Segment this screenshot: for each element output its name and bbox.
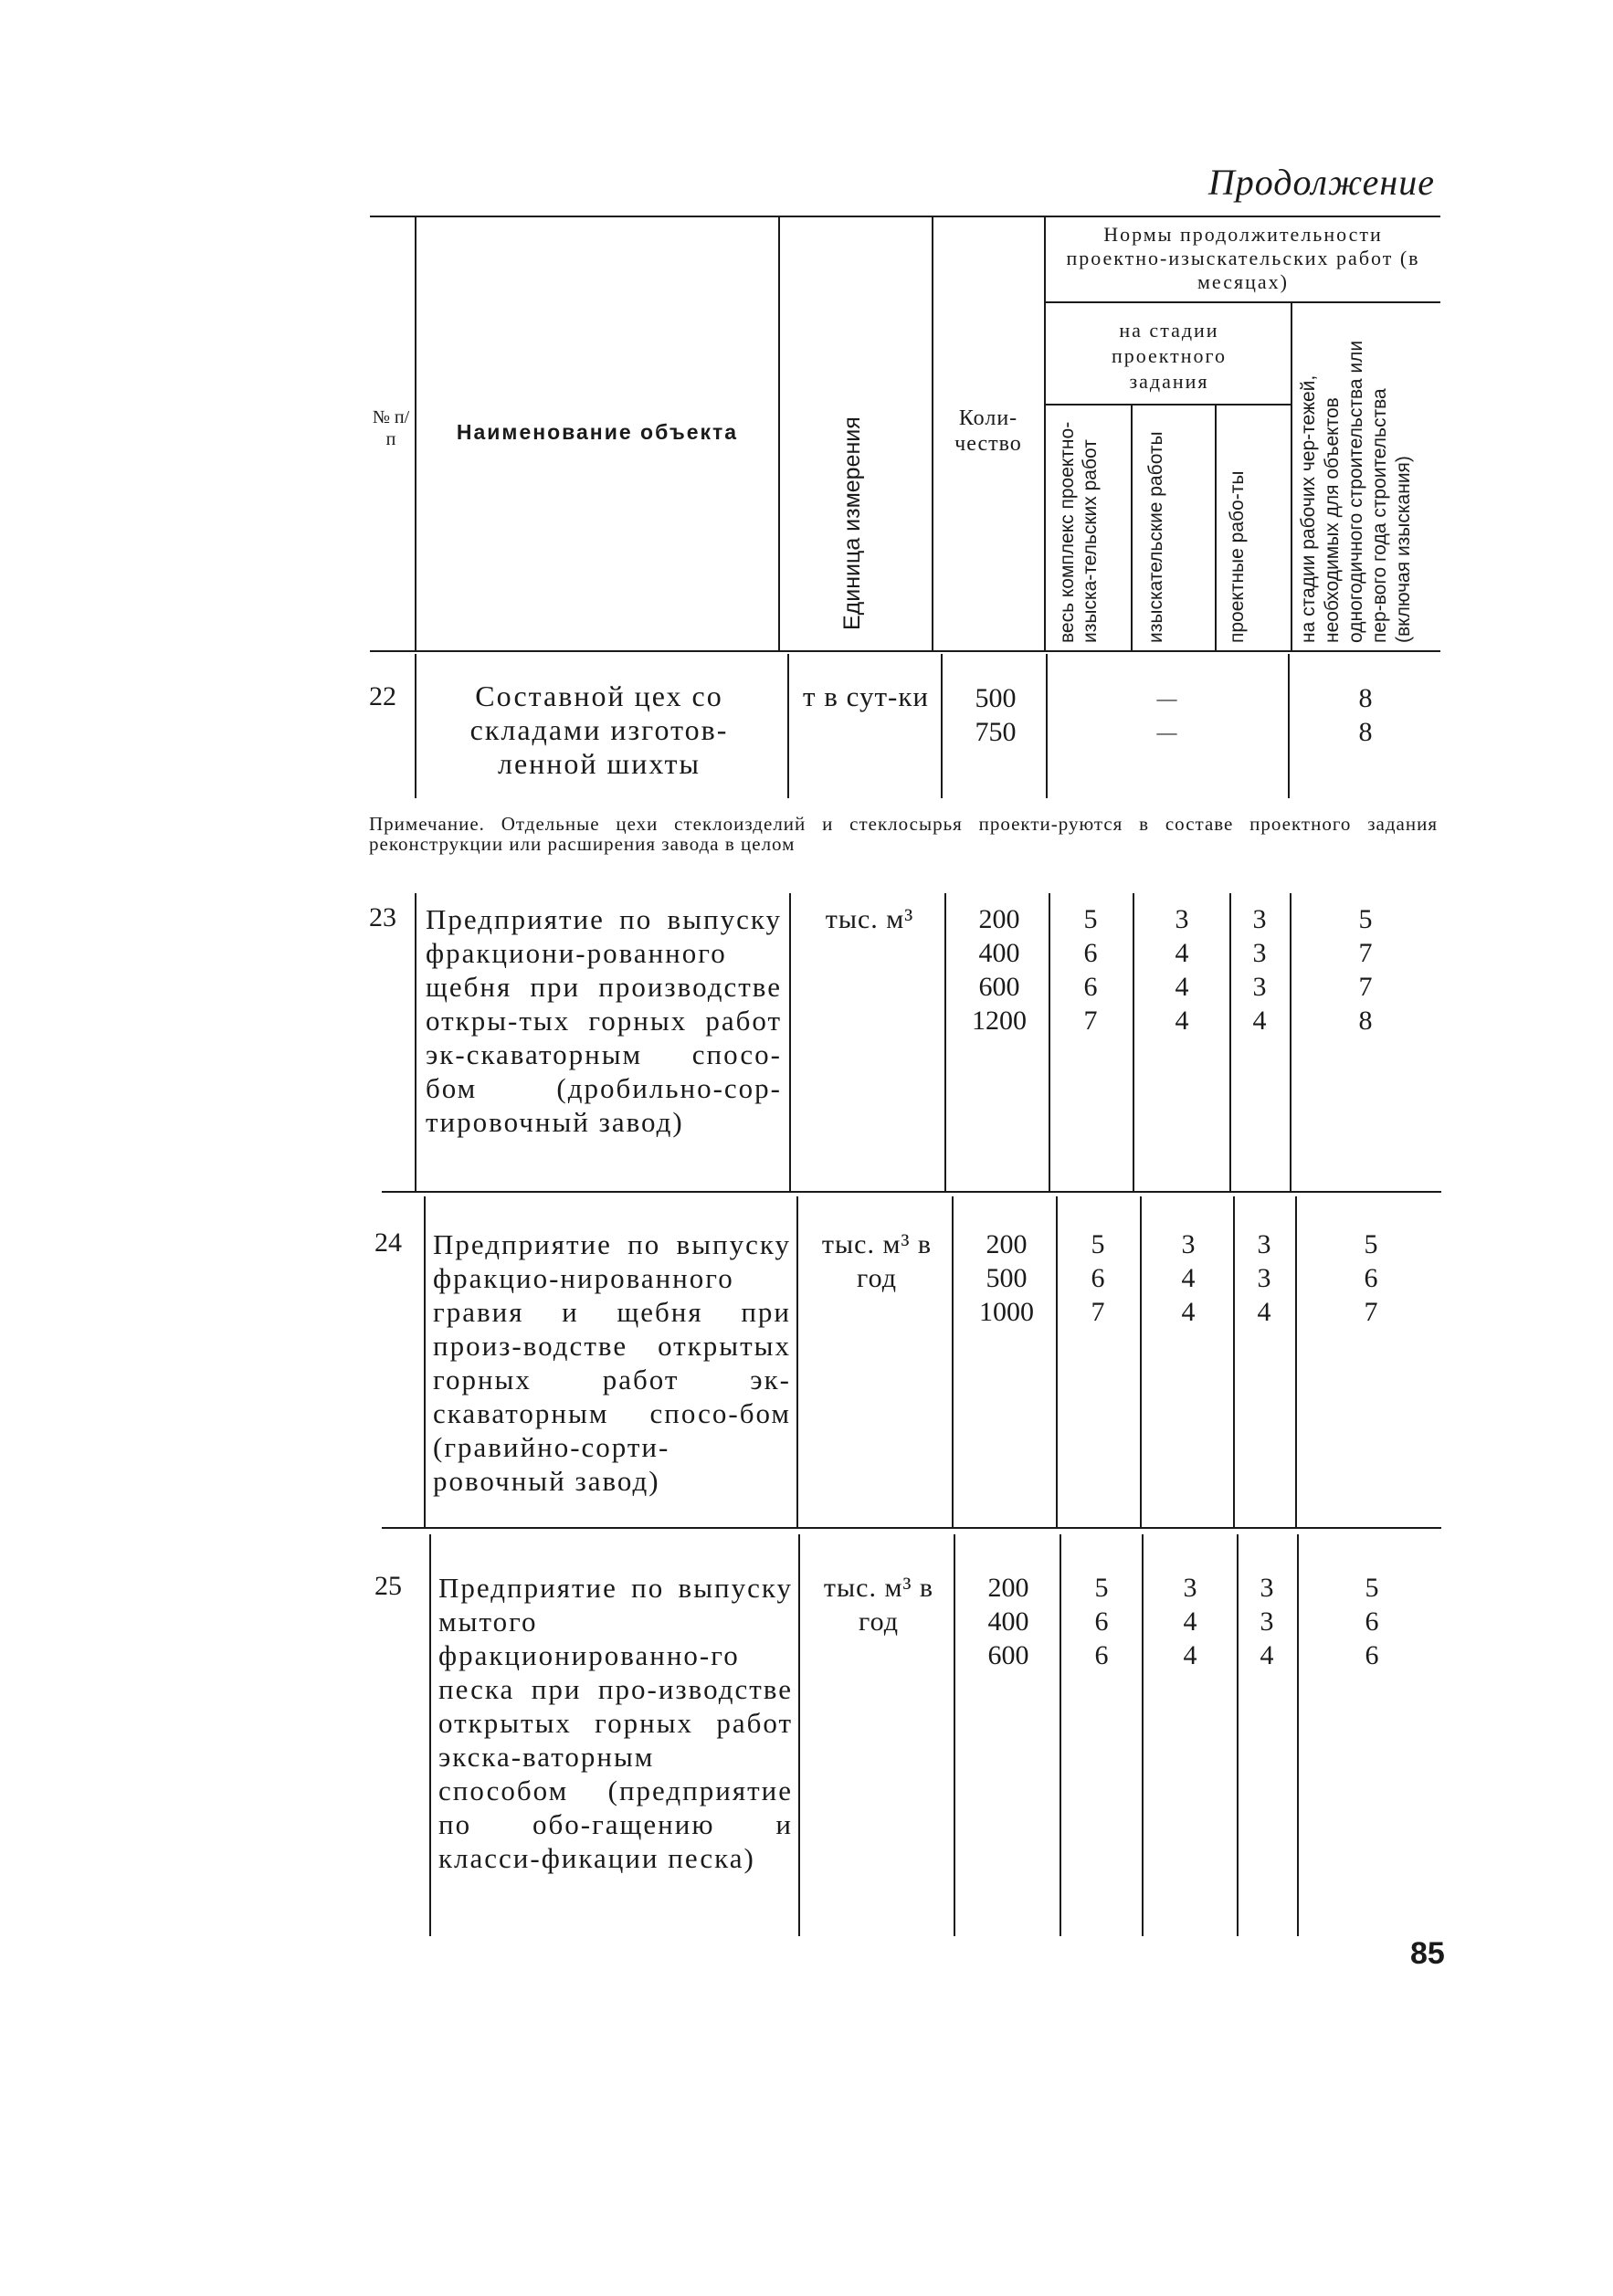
row-object-name: Составной цех со складами изготов-ленной шихты bbox=[469, 679, 729, 780]
row-total: 5 6 6 7 bbox=[1083, 904, 1098, 1036]
row-no: 25 bbox=[374, 1571, 402, 1601]
row23-vrule-5 bbox=[1133, 893, 1134, 1191]
row-unit: тыс. м³ bbox=[825, 904, 914, 934]
row25-vrule-5 bbox=[1142, 1534, 1144, 1936]
row-design: 3 3 3 4 bbox=[1252, 904, 1267, 1036]
header-vrule-5 bbox=[1131, 404, 1133, 650]
row22-vrule-1 bbox=[415, 654, 416, 798]
header-vrule-4 bbox=[1044, 216, 1046, 650]
row-design: 3 3 4 bbox=[1257, 1229, 1271, 1327]
row-unit: т в сут-ки bbox=[802, 680, 930, 712]
row24-vrule-5 bbox=[1140, 1196, 1142, 1527]
row-no: 23 bbox=[369, 902, 396, 932]
header-vrule-1 bbox=[415, 216, 416, 650]
row-total: 5 6 7 bbox=[1091, 1229, 1105, 1327]
row24-vrule-7 bbox=[1295, 1196, 1297, 1527]
row23-vrule-2 bbox=[789, 893, 791, 1191]
row24-vrule-3 bbox=[952, 1196, 954, 1527]
header-col-stage-group: на стадии проектного задания bbox=[1111, 319, 1228, 393]
row25-vrule-6 bbox=[1237, 1534, 1239, 1936]
row-object-name: Предприятие по выпуску фракцио-нированного гравия и щебня при произ-водстве открытых горных работ эк-скаваторным спосо-бом (гравийно-сорти-ровочный завод) bbox=[433, 1228, 791, 1497]
row-quantity: 500 750 bbox=[975, 683, 1017, 747]
row-working: 8 8 bbox=[1358, 683, 1373, 747]
page-number: 85 bbox=[1410, 1936, 1445, 1971]
row24-vrule-4 bbox=[1056, 1196, 1058, 1527]
row23-bottom-rule bbox=[382, 1191, 1441, 1193]
header-bottom-rule bbox=[370, 650, 1440, 652]
header-col-norms: Нормы продолжительности проектно-изыскательских работ (в месяцах) bbox=[1066, 223, 1420, 293]
header-col-survey: изыскательские работы bbox=[1145, 431, 1166, 643]
row22-vrule-5 bbox=[1288, 654, 1290, 798]
header-col-name: Наименование объекта bbox=[456, 420, 739, 444]
row-survey: 3 4 4 4 bbox=[1175, 904, 1189, 1036]
row-quantity: 200 400 600 bbox=[987, 1573, 1029, 1670]
header-col-total: весь комплекс проектно-изыска-тельских работ bbox=[1057, 421, 1101, 643]
header-stage-rule bbox=[1046, 404, 1292, 405]
header-col-no: № п/п bbox=[372, 407, 410, 449]
header-vrule-6 bbox=[1215, 404, 1217, 650]
row23-vrule-4 bbox=[1049, 893, 1050, 1191]
row-no: 22 bbox=[369, 681, 396, 711]
row-quantity: 200 500 1000 bbox=[979, 1229, 1034, 1327]
table-note: Примечание. Отдельные цехи стеклоизделий и стеклосырья проекти-руются в составе проектного задания реконструкции или расширения завода в целом bbox=[369, 813, 1438, 855]
continuation-label: Продолжение bbox=[1207, 162, 1435, 203]
header-col-working: на стадии рабочих чер-тежей, необходимых для объектов одногодичного строительства или пер-вого года строительства (включая изыскания) bbox=[1298, 340, 1414, 643]
row-no: 24 bbox=[374, 1227, 402, 1258]
row-object-name: Предприятие по выпуску мытого фракционированно-го песка при про-изводстве открытых горных работ экска-ваторным способом (предприятие по обо-гащению и класси-фикации песка) bbox=[438, 1572, 793, 1874]
header-vrule-7 bbox=[1291, 301, 1292, 650]
row-quantity: 200 400 600 1200 bbox=[972, 904, 1027, 1036]
header-col-design: проектные рабо-ты bbox=[1227, 470, 1248, 643]
header-vrule-2 bbox=[778, 216, 780, 650]
row-total: 5 6 6 bbox=[1094, 1573, 1109, 1670]
row-working: 5 6 6 bbox=[1365, 1573, 1379, 1670]
row24-vrule-1 bbox=[424, 1196, 426, 1527]
row-unit: тыс. м³ в год bbox=[821, 1229, 933, 1293]
row25-vrule-7 bbox=[1297, 1534, 1299, 1936]
row22-vrule-2 bbox=[787, 654, 789, 798]
row23-vrule-3 bbox=[944, 893, 946, 1191]
header-col-qty: Коли-чество bbox=[954, 406, 1022, 456]
row24-vrule-6 bbox=[1233, 1196, 1235, 1527]
row-survey: 3 4 4 bbox=[1183, 1573, 1197, 1670]
row25-vrule-3 bbox=[954, 1534, 955, 1936]
row25-vrule-4 bbox=[1060, 1534, 1061, 1936]
row-design: 3 3 4 bbox=[1260, 1573, 1274, 1670]
row25-vrule-1 bbox=[429, 1534, 431, 1936]
header-norms-rule bbox=[1046, 301, 1440, 303]
row22-vrule-4 bbox=[1046, 654, 1048, 798]
row-working: 5 6 7 bbox=[1364, 1229, 1378, 1327]
header-col-unit: Единица измерения bbox=[839, 416, 865, 630]
row-survey: 3 4 4 bbox=[1181, 1229, 1196, 1327]
row-total: — — bbox=[1156, 687, 1177, 743]
row22-vrule-3 bbox=[941, 654, 943, 798]
row23-vrule-7 bbox=[1290, 893, 1291, 1191]
row-object-name: Предприятие по выпуску фракциони-рованного щебня при производстве откры-тых горных работ эк-скаваторным спосо-бом (дробильно-сор-тировочный завод) bbox=[426, 903, 782, 1138]
row25-vrule-2 bbox=[798, 1534, 800, 1936]
row23-vrule-1 bbox=[415, 893, 416, 1191]
row23-vrule-6 bbox=[1229, 893, 1231, 1191]
row-unit: тыс. м³ в год bbox=[823, 1573, 934, 1637]
row-working: 5 7 7 8 bbox=[1358, 904, 1373, 1036]
row24-bottom-rule bbox=[382, 1527, 1441, 1529]
header-top-rule bbox=[370, 216, 1440, 217]
header-vrule-3 bbox=[932, 216, 933, 650]
row24-vrule-2 bbox=[796, 1196, 798, 1527]
